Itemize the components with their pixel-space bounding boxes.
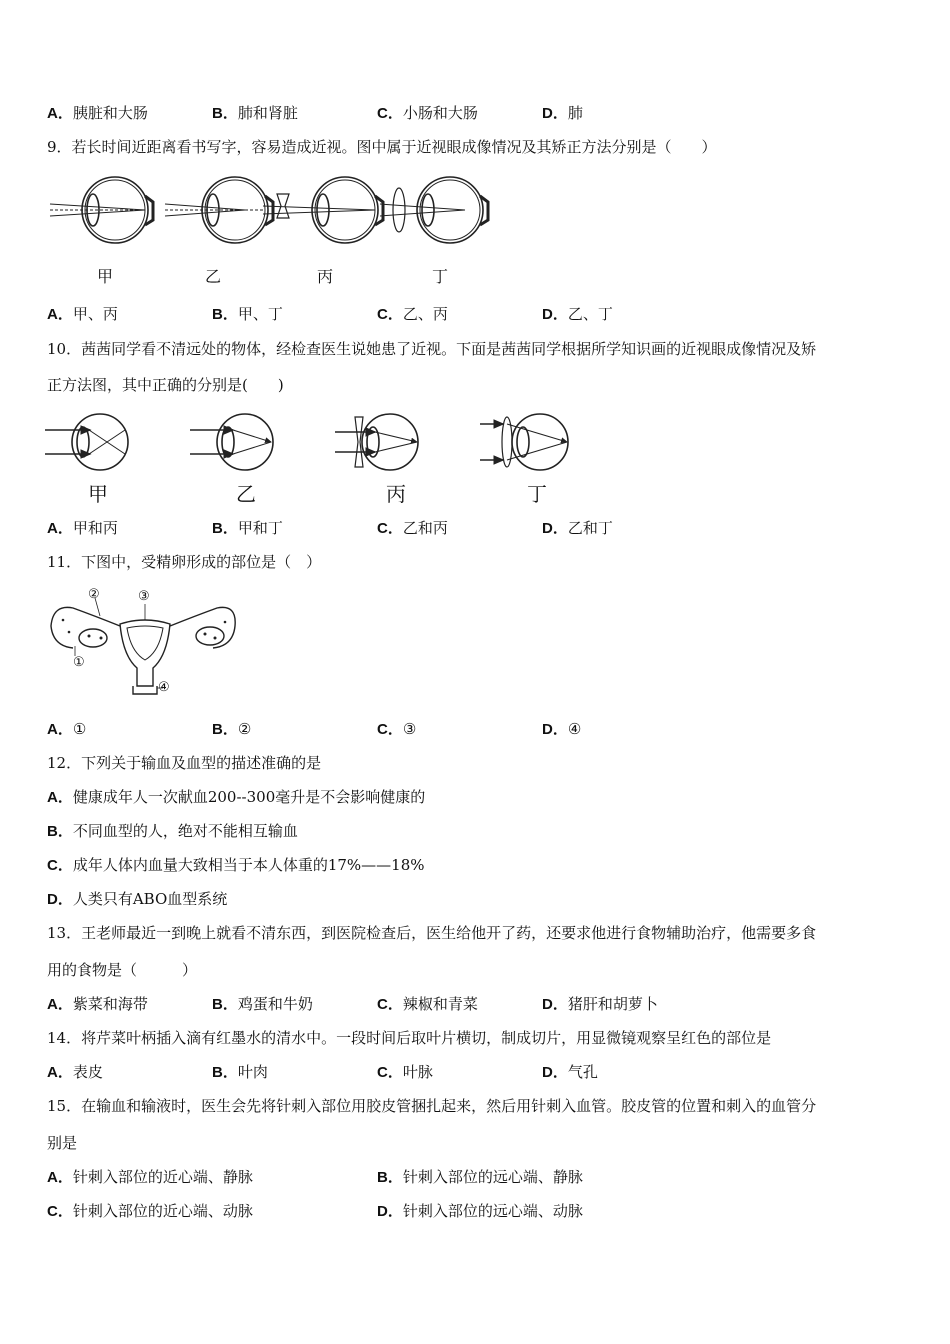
q11-option-a[interactable]: A．① (47, 720, 87, 738)
q14-stem: 14．将芹菜叶柄插入滴有红墨水的清水中。一段时间后取叶片横切，制成切片，用显微镜观察呈红色的部位是 (47, 1029, 772, 1047)
q13-option-b[interactable]: B．鸡蛋和牛奶 (212, 995, 313, 1013)
q12-stem: 12．下列关于输血及血型的描述准确的是 (47, 754, 322, 772)
q10-option-b[interactable]: B．甲和丁 (212, 519, 283, 537)
q9-option-b[interactable]: B．甲、丁 (212, 305, 283, 323)
q9-stem: 9．若长时间近距离看书写字，容易造成近视。图中属于近视眼成像情况及其矫正方法分别是（ ） (47, 138, 717, 156)
q9-eye-figure (45, 170, 495, 260)
q12-option-d[interactable]: D．人类只有ABO血型系统 (47, 890, 228, 908)
q10-diagram-yi (190, 414, 273, 470)
q15-option-a[interactable]: A．针刺入部位的近心端、静脉 (47, 1168, 253, 1186)
q8-option-a[interactable]: A．胰脏和大肠 (47, 104, 148, 122)
q11-label-3: ③ (138, 589, 150, 604)
q9-caption-bing: 丙 (316, 267, 333, 286)
q11-option-b[interactable]: B．② (212, 720, 252, 738)
q9-caption-yi: 乙 (204, 267, 221, 286)
q10-diagram-jia (45, 414, 128, 470)
q13-stem-line2: 用的食物是（ ） (47, 961, 198, 979)
q11-label-1: ① (73, 655, 85, 670)
q15-option-d[interactable]: D．针刺入部位的远心端、动脉 (377, 1202, 583, 1220)
q9-option-c[interactable]: C．乙、丙 (377, 305, 448, 323)
eye-diagram-bing (263, 177, 383, 243)
q13-option-a[interactable]: A．紫菜和海带 (47, 995, 148, 1013)
q10-caption-bing: 丙 (386, 482, 406, 506)
q13-stem-line1: 13．王老师最近一到晚上就看不清东西，到医院检查后，医生给他开了药，还要求他进行食物辅助治疗，他需要多食 (47, 924, 817, 942)
eye-diagram-jia (50, 177, 153, 243)
q10-eye-figure (45, 412, 585, 472)
q10-option-d[interactable]: D．乙和丁 (542, 519, 613, 537)
q10-diagram-ding (480, 414, 568, 470)
q12-option-b[interactable]: B．不同血型的人，绝对不能相互输血 (47, 822, 298, 840)
q10-option-a[interactable]: A．甲和丙 (47, 519, 118, 537)
q11-label-4: ④ (158, 680, 170, 695)
q10-option-c[interactable]: C．乙和丙 (377, 519, 448, 537)
q11-option-d[interactable]: D．④ (542, 720, 582, 738)
q8-option-d[interactable]: D．肺 (542, 104, 583, 122)
q9-eye-diagrams (45, 170, 495, 264)
q9-caption-jia: 甲 (96, 267, 113, 286)
q12-option-a[interactable]: A．健康成年人一次献血200--300毫升是不会影响健康的 (47, 788, 426, 806)
q10-caption-ding: 丁 (527, 482, 547, 506)
q15-option-c[interactable]: C．针刺入部位的近心端、动脉 (47, 1202, 253, 1220)
q10-stem-line1: 10．茜茜同学看不清远处的物体，经检查医生说她患了近视。下面是茜茜同学根据所学知识画的近视眼成像情况及矫 (47, 340, 817, 358)
q15-stem-line2: 别是 (47, 1134, 78, 1152)
q9-caption-ding: 丁 (431, 267, 448, 286)
q15-option-b[interactable]: B．针刺入部位的远心端、静脉 (377, 1168, 583, 1186)
q11-stem: 11．下图中，受精卵形成的部位是（ ） (47, 553, 322, 571)
q14-option-b[interactable]: B．叶肉 (212, 1063, 268, 1081)
q13-option-c[interactable]: C．辣椒和青菜 (377, 995, 478, 1013)
q10-caption-yi: 乙 (236, 482, 256, 506)
q13-option-d[interactable]: D．猪肝和胡萝卜 (542, 995, 658, 1013)
eye-diagram-yi (165, 177, 273, 243)
q9-option-d[interactable]: D．乙、丁 (542, 305, 613, 323)
q12-option-c[interactable]: C．成年人体内血量大致相当于本人体重的17%——18% (47, 856, 425, 874)
q10-eye-diagrams (45, 412, 585, 476)
q11-option-c[interactable]: C．③ (377, 720, 417, 738)
q15-stem-line1: 15．在输血和输液时，医生会先将针刺入部位用胶皮管捆扎起来，然后用针刺入血管。胶皮管的位置和刺入的血管分 (47, 1097, 817, 1115)
q14-option-a[interactable]: A．表皮 (47, 1063, 103, 1081)
q11-label-2: ② (88, 587, 100, 602)
q10-diagram-bing (335, 414, 418, 470)
q8-option-b[interactable]: B．肺和肾脏 (212, 104, 298, 122)
eye-diagram-ding (380, 177, 488, 243)
q14-option-c[interactable]: C．叶脉 (377, 1063, 433, 1081)
q9-option-a[interactable]: A．甲、丙 (47, 305, 118, 323)
q10-stem-line2: 正方法图，其中正确的分别是( ) (47, 376, 284, 394)
q14-option-d[interactable]: D．气孔 (542, 1063, 598, 1081)
q8-option-c[interactable]: C．小肠和大肠 (377, 104, 478, 122)
q10-caption-jia: 甲 (88, 482, 108, 506)
